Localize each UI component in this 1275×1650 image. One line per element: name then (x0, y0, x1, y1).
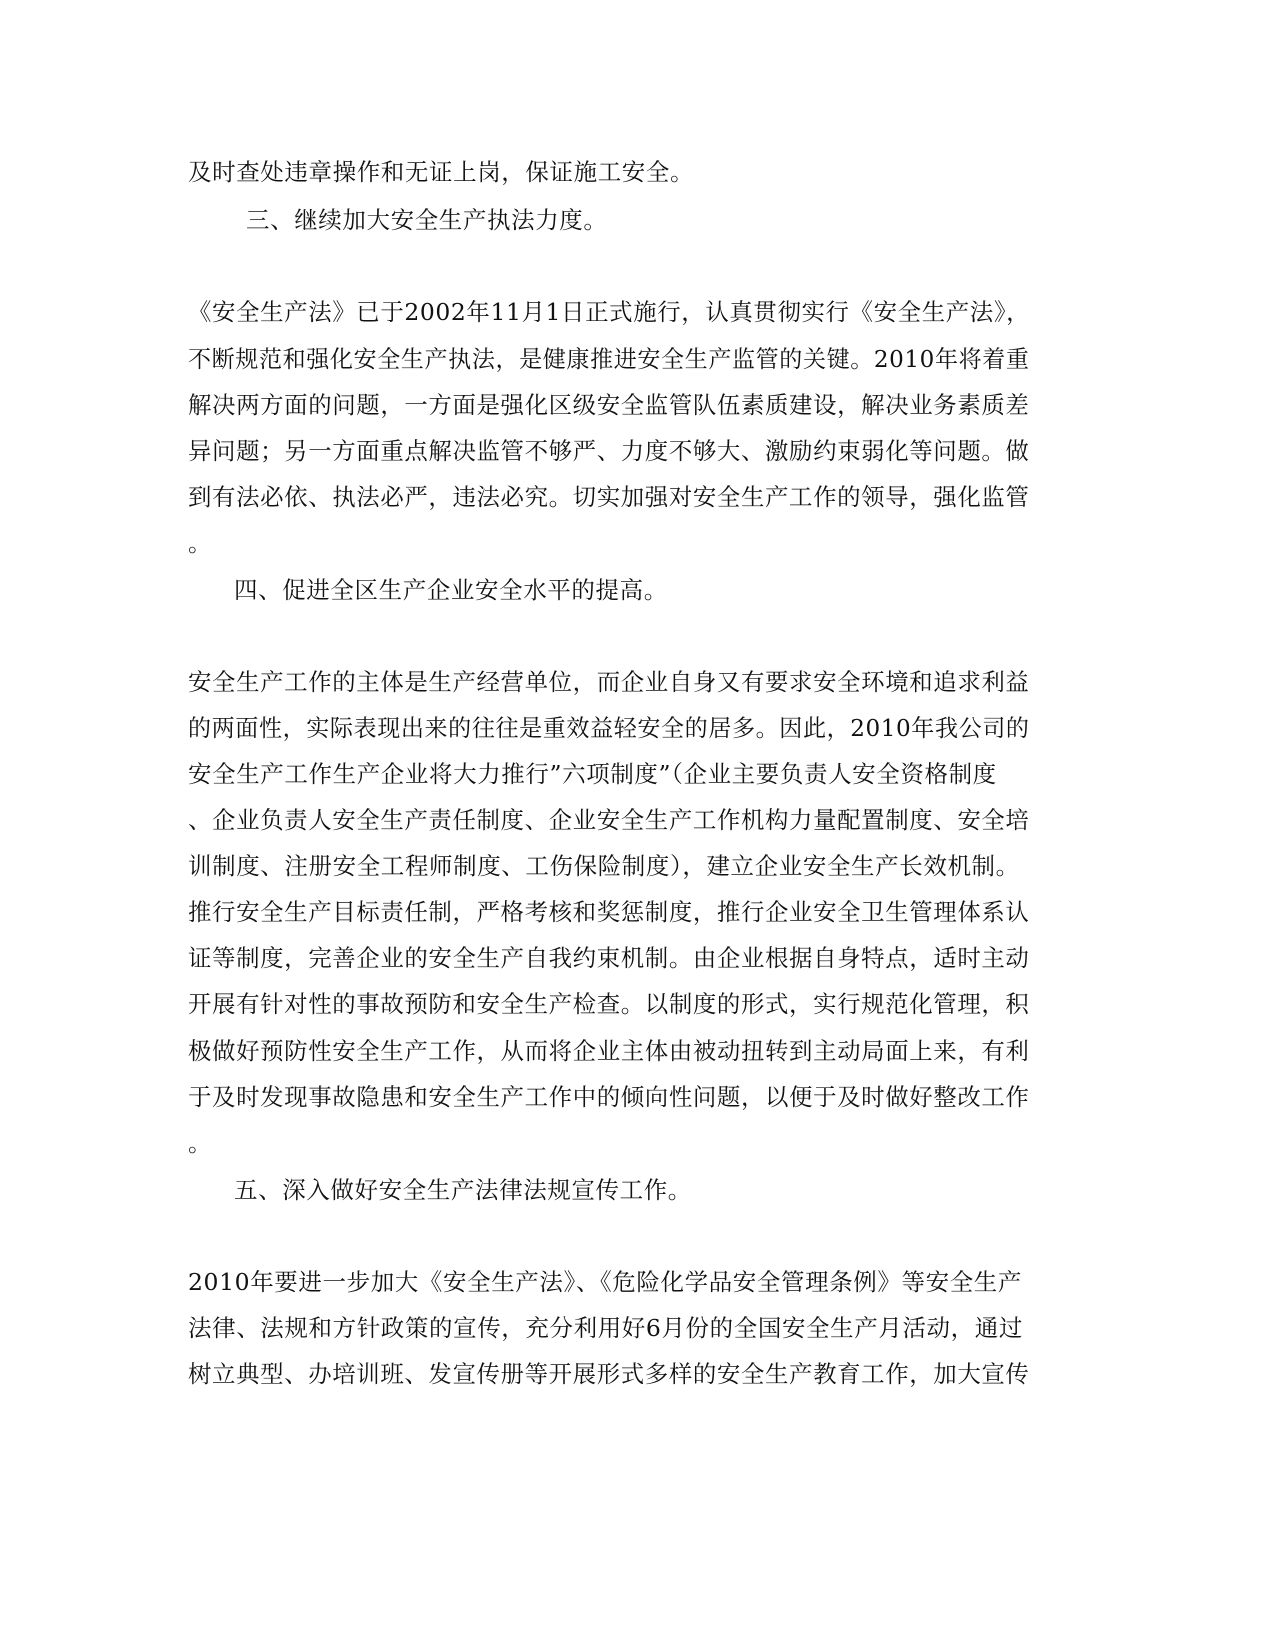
paragraph-line: 。 (188, 529, 213, 557)
section-heading: 四、促进全区生产企业安全水平的提高。 (234, 576, 668, 604)
paragraph-line: 到有法必依、执法必严，违法必究。切实加强对安全生产工作的领导，强化监管 (188, 483, 1030, 511)
paragraph-line: 2010年要进一步加大《安全生产法》、《危险化学品安全管理条例》等安全生产 (188, 1268, 1023, 1296)
paragraph-line: 安全生产工作生产企业将大力推行”六项制度”（企业主要负责人安全资格制度 (188, 760, 997, 788)
paragraph-line: 解决两方面的问题，一方面是强化区级安全监管队伍素质建设，解决业务素质差 (188, 391, 1030, 419)
paragraph-line: 《安全生产法》已于2002年11月1日正式施行，认真贯彻实行《安全生产法》， (188, 298, 1031, 326)
paragraph-line: 异问题；另一方面重点解决监管不够严、力度不够大、激励约束弱化等问题。做 (188, 437, 1030, 465)
paragraph-line: 训制度、注册安全工程师制度、工伤保险制度），建立企业安全生产长效机制。 (188, 852, 1020, 880)
paragraph-line: 于及时发现事故隐患和安全生产工作中的倾向性问题，以便于及时做好整改工作 (188, 1083, 1030, 1111)
paragraph-line: 树立典型、办培训班、发宣传册等开展形式多样的安全生产教育工作，加大宣传 (188, 1360, 1030, 1388)
paragraph-line: 的两面性，实际表现出来的往往是重效益轻安全的居多。因此，2010年我公司的 (188, 714, 1030, 742)
paragraph-line: 、企业负责人安全生产责任制度、企业安全生产工作机构力量配置制度、安全培 (188, 806, 1030, 834)
paragraph-line: 推行安全生产目标责任制，严格考核和奖惩制度，推行企业安全卫生管理体系认 (188, 898, 1030, 926)
section-heading: 三、继续加大安全生产执法力度。 (246, 206, 608, 234)
paragraph-line: 证等制度，完善企业的安全生产自我约束机制。由企业根据自身特点，适时主动 (188, 944, 1030, 972)
paragraph-line: 。 (188, 1129, 213, 1157)
paragraph-line: 及时查处违章操作和无证上岗，保证施工安全。 (188, 158, 695, 186)
paragraph-line: 不断规范和强化安全生产执法，是健康推进安全生产监管的关键。2010年将着重 (188, 345, 1030, 373)
paragraph-line: 开展有针对性的事故预防和安全生产检查。以制度的形式，实行规范化管理，积 (188, 990, 1030, 1018)
section-heading: 五、深入做好安全生产法律法规宣传工作。 (234, 1176, 692, 1204)
paragraph-line: 安全生产工作的主体是生产经营单位，而企业自身又有要求安全环境和追求利益 (188, 668, 1030, 696)
paragraph-line: 极做好预防性安全生产工作，从而将企业主体由被动扭转到主动局面上来，有利 (188, 1037, 1030, 1065)
paragraph-line: 法律、法规和方针政策的宣传，充分利用好6月份的全国安全生产月活动，通过 (188, 1314, 1023, 1342)
